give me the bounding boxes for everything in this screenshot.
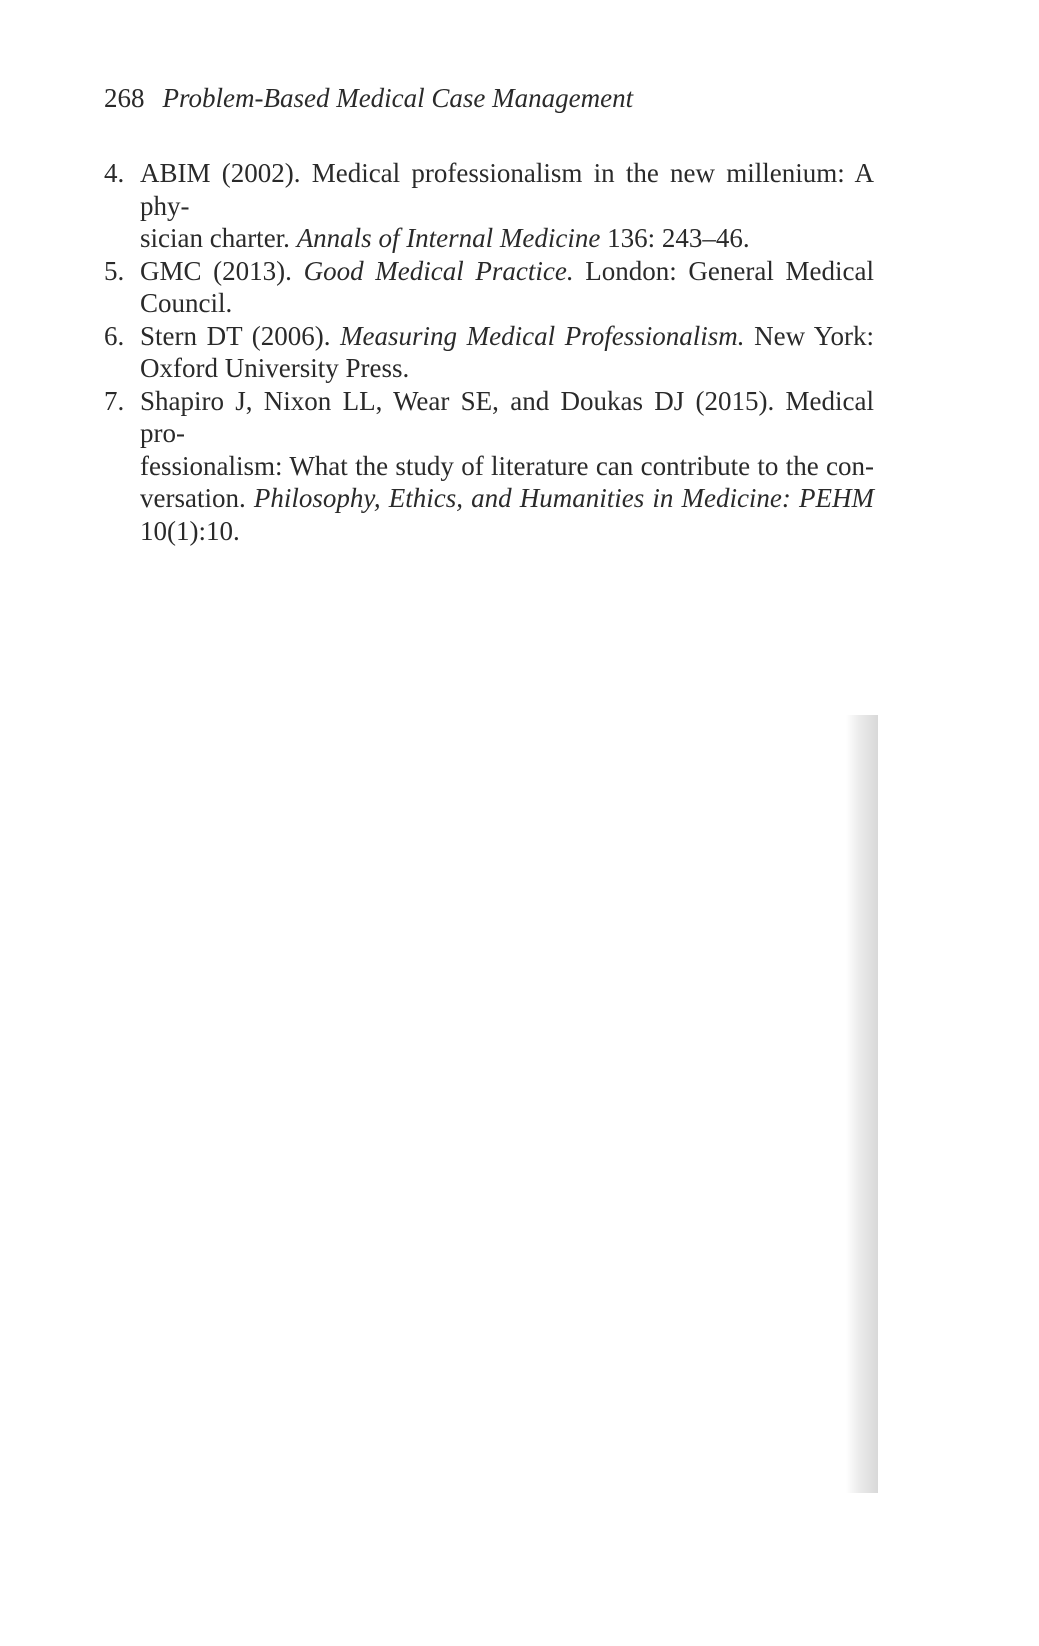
running-head — [104, 80, 633, 116]
journal-title: Philosophy, Ethics, and Humanities in Medicine: PEHM — [253, 483, 874, 513]
reference-line — [140, 482, 874, 515]
reference-line — [140, 385, 874, 450]
reference-line — [140, 222, 874, 255]
journal-title: Annals of Internal Medicine — [296, 223, 601, 253]
reference-item — [104, 255, 874, 320]
reference-number: 4. — [104, 158, 125, 188]
reference-text: 136: 243–46. — [600, 223, 750, 253]
reference-text: New York: — [744, 320, 874, 351]
reference-line — [140, 255, 874, 288]
reference-line — [140, 287, 874, 320]
reference-text: GMC (2013). — [140, 255, 304, 286]
scan-edge-shadow — [846, 715, 878, 1493]
reference-line — [140, 320, 874, 353]
reference-line — [140, 352, 874, 385]
reference-number: 7. — [104, 385, 125, 416]
reference-item — [104, 385, 874, 548]
reference-number: 6. — [104, 320, 125, 351]
book-title-ref: Good Medical Practice. — [303, 255, 574, 286]
reference-text: ABIM (2002). Medical professionalism in the new millenium: A phy- — [140, 158, 874, 221]
reference-text: sician charter. — [140, 223, 297, 253]
reference-list — [104, 157, 874, 547]
reference-text: fessionalism: What the study of literature can contribute to the con- — [140, 450, 874, 481]
reference-text: versation. — [140, 483, 254, 513]
reference-number: 5. — [104, 255, 125, 286]
reference-text: London: General Medical — [573, 255, 874, 286]
reference-item — [104, 157, 874, 255]
reference-line — [140, 450, 874, 483]
reference-item — [104, 320, 874, 385]
reference-text: Shapiro J, Nixon LL, Wear SE, and Doukas DJ (2015). Medical pro- — [140, 385, 874, 448]
reference-text: Council. — [140, 288, 233, 318]
reference-line — [140, 157, 874, 222]
reference-text: Oxford University Press. — [140, 353, 410, 383]
book-title-ref: Measuring Medical Professionalism. — [340, 320, 745, 351]
reference-text: Stern DT (2006). — [140, 320, 341, 351]
reference-text: 10(1):10. — [140, 515, 240, 546]
book-title: Problem-Based Medical Case Management — [162, 83, 634, 113]
reference-line — [140, 515, 874, 548]
page-number: 268 — [104, 83, 145, 113]
